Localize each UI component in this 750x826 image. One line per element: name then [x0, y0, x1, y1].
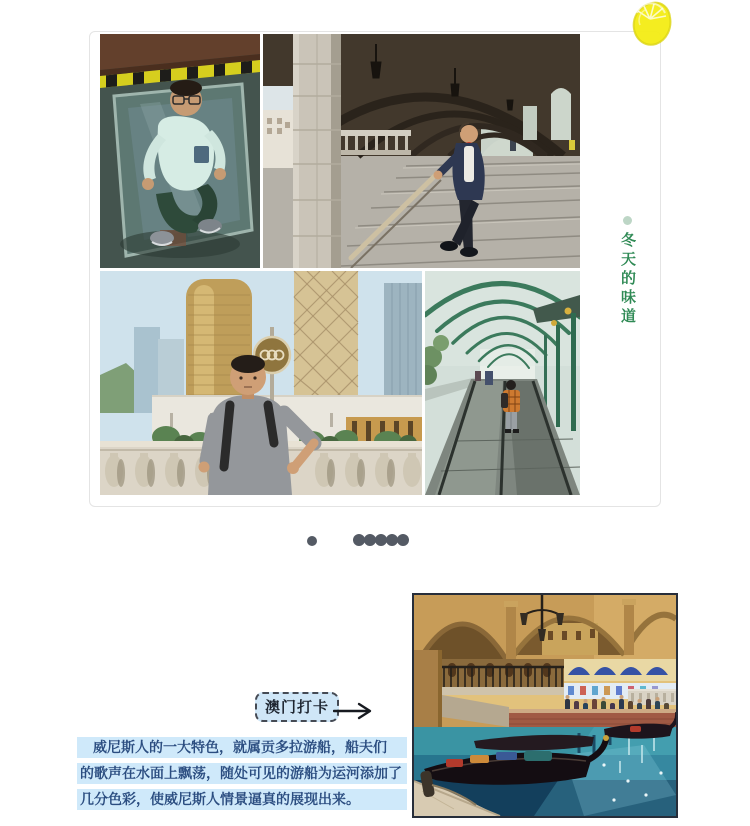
caption-dot-icon: [623, 216, 632, 225]
photo-city-of-dreams[interactable]: [100, 271, 422, 495]
photo-collage-card: [89, 31, 661, 507]
paragraph-line: 威尼斯人的一大特色，就属贡多拉游船，船夫们: [77, 737, 407, 758]
walkway-illustration: [425, 271, 580, 495]
lemon-doodle-icon: [630, 1, 674, 47]
photo-venetian-canal[interactable]: [412, 593, 678, 818]
glass-floor-illustration: [100, 34, 260, 268]
macau-paragraph: [77, 737, 407, 815]
staircase-illustration: [263, 34, 580, 268]
vertical-caption: [612, 216, 642, 327]
carousel-dot[interactable]: [397, 534, 409, 546]
carousel-dots-current: [307, 536, 317, 546]
paragraph-line: 几分色彩，使威尼斯人情景逼真的展现出来。: [77, 789, 407, 810]
city-of-dreams-illustration: [100, 271, 422, 495]
macau-checkin-tag[interactable]: 澳门打卡: [255, 692, 339, 722]
venetian-canal-illustration: [414, 595, 676, 816]
caption-text: 冬天的味道: [619, 232, 636, 327]
photo-arcade-staircase[interactable]: [263, 34, 580, 268]
carousel-dot[interactable]: [307, 536, 317, 546]
carousel-dots-group: [353, 534, 409, 546]
paragraph-line: 的歌声在水面上飘荡，随处可见的游船为运河添加了: [77, 763, 407, 784]
arrow-right-icon: [333, 701, 373, 721]
photo-glass-floor[interactable]: [100, 34, 260, 268]
photo-canopy-walkway[interactable]: [425, 271, 580, 495]
